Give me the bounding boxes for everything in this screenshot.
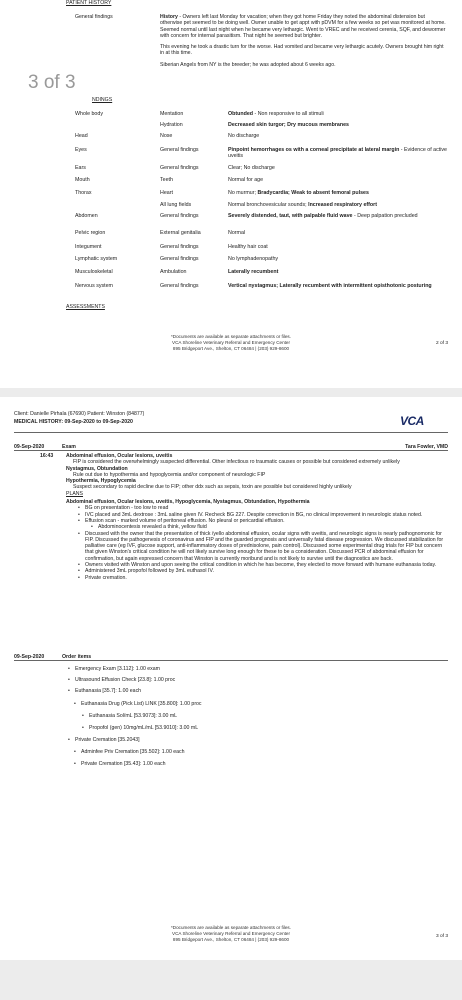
doctor-name: Tara Fowler, VMD: [405, 444, 448, 450]
body-system: Ears: [75, 165, 86, 171]
plan-item: • Discussed with the owner that the presentation of thick /yello abdominal effusion, ocular signs with uveitis, and neurologic signs is nearly pathognomonic for FIP. Discussed the pathogenesis of coronavirus and FIP and the guarded prognosis and universally fatal disease progression. We discussed stabilization for palliative care (eg IVF, glucose support, anti-inflammatory doses of prednisolone, pain control). Discussed some experimental drug trials for FIP but concern that given Winston's critical condition he will not likely survive long enough for these to be a consideration. Discussed PCR of abdominal effusion for confirmation, but again expressed concern that Winston is currently moribund and is not likely to survive until the diagnostics are back.: [78, 531, 448, 562]
finding-detail: No discharge: [228, 133, 260, 139]
plans-heading: PLANS: [66, 490, 84, 497]
exam-subcategory: Teeth: [160, 177, 173, 183]
body-system: Mouth: [75, 177, 90, 183]
plan-item: • Private cremation.: [78, 575, 448, 581]
finding: [228, 213, 450, 219]
diagnosis-2-text: Rule out due to hypothermia and hypoglycemia and/or component of neurologic FIP: [73, 471, 266, 478]
exam-notes: [66, 453, 448, 581]
page-2-footer: [0, 334, 462, 353]
finding-normal: No murmur;: [228, 190, 258, 196]
exam-time: 16:43: [40, 453, 54, 459]
order-item: • Ultrasound Effusion Check [23.8]: 1.00 proc: [68, 677, 175, 683]
exam-label: Exam: [62, 444, 76, 450]
exam-subcategory: General findings: [160, 147, 199, 153]
record-page-2: [0, 0, 462, 388]
order-item: • Euthanasia Drug (Pick List) LINK [35.800]: 1.00 proc: [74, 701, 202, 707]
body-system: Nervous system: [75, 283, 113, 289]
history-body: - Owners left last Monday for vacation; when they got home Friday they noted the abdominal distension but otherwise pet seemed to be doing well. Owner unable to get appt with pDVM for a few weeks so pet was monitored at home. Seemed normal until last night when he became very lethargic. Went to VREC and he received cerenia, SQF, and dewormer with concern for internal parasitism. That night he seemed but brighter.: [160, 14, 446, 39]
medical-history-range: MEDICAL HISTORY: 09-Sep-2020 to 09-Sep-2020: [14, 419, 133, 425]
record-page-3: [0, 397, 462, 960]
order-items-heading: Order items: [62, 654, 92, 660]
footer-note: *Documents are available as separate attachments or files.: [170, 925, 291, 930]
finding-detail: - Deep palpation precluded: [352, 213, 418, 219]
finding-abnormal: Laterally recumbent: [228, 269, 279, 275]
exam-subcategory: Hydration: [160, 122, 183, 128]
finding: [228, 165, 450, 171]
exam-subcategory: Nose: [160, 133, 173, 139]
finding-detail: - Evidence of active uveitis: [228, 147, 448, 160]
finding: [228, 177, 450, 183]
history-paragraph-3: Siberian Angels from NY is the breeder; he was adopted about 6 weeks ago.: [160, 61, 336, 68]
footer-clinic: VCA Shoreline Veterinary Referral and Emergency Center: [172, 931, 290, 937]
history-label: History: [160, 14, 178, 20]
finding-abnormal: Pinpoint hemorrhages os with a corneal precipitate at lateral margin: [228, 147, 400, 153]
footer-address: 895 Bridgeport Ave., Shelton, CT 06484 | (203) 929-8600: [172, 346, 290, 352]
plan-item: • IVC placed and 3mL dextrose : 3mL saline given IV. Recheck BG 227. Despite correction in BG, no clinical improvement in neurologic status noted.: [78, 512, 448, 518]
body-system: Lymphatic system: [75, 256, 118, 262]
plan-item: • Administered 3mL propofol followed by 3mL euthasol IV.: [78, 568, 448, 574]
exam-subcategory: External genitalia: [160, 230, 201, 236]
finding: [228, 283, 450, 289]
body-system: Pelvic region: [75, 230, 106, 236]
finding: [228, 269, 450, 275]
exam-subcategory: Heart: [160, 190, 173, 196]
finding: [228, 244, 450, 250]
finding-abnormal: Bradycardia; Weak to absent femoral pulses: [257, 190, 369, 196]
diagnosis-3-title: Hypothermia, Hypoglycemia: [66, 478, 136, 485]
order-item: • Emergency Exam [3.112]: 1.00 exam: [68, 666, 160, 672]
page-number: 2 of 3: [435, 341, 448, 346]
order-item: • Private Cremation [35.2043]: [68, 737, 140, 743]
finding-detail: Healthy hair coat: [228, 244, 268, 250]
exam-subcategory: General findings: [160, 256, 199, 262]
plan-subitem: • Abdominocentesis revealed a think, yellow fluid: [78, 524, 448, 530]
finding-abnormal: Increased respiratory effort: [308, 202, 377, 208]
body-system: Whole body: [75, 111, 103, 117]
finding: [228, 256, 450, 262]
page-3-footer: [0, 925, 462, 944]
finding: [228, 122, 450, 128]
finding: [228, 133, 450, 139]
diagnosis-1-text: FIP is considered the overwhelmingly suspected differential. Other infectious ro traumatic causes or possible but considered extremely unlikely: [73, 459, 400, 466]
body-system: Thorax: [75, 190, 92, 196]
finding: [228, 230, 450, 236]
general-findings-label: General findings: [75, 14, 113, 20]
page-indicator-badge: 3 of 3: [28, 72, 76, 93]
finding-abnormal: Vertical nystagmus; Laterally recumbent with intermittent opisthotonic posturing: [228, 283, 432, 289]
footer-address: 895 Bridgeport Ave., Shelton, CT 06484 | (203) 929-8600: [172, 937, 290, 943]
body-system: Eyes: [75, 147, 87, 153]
exam-subcategory: General findings: [160, 165, 199, 171]
findings-heading: NDINGS: [92, 97, 113, 103]
finding-abnormal: Obtunded: [228, 111, 254, 117]
exam-subcategory: All lung fields: [160, 202, 192, 208]
exam-date: 09-Sep-2020: [14, 444, 45, 450]
body-system: Abdomen: [75, 213, 98, 219]
plan-item: • BG on presentation - too low to read: [78, 505, 448, 511]
finding: [228, 111, 450, 117]
body-system: Head: [75, 133, 88, 139]
patient-history-heading: PATIENT HISTORY: [66, 0, 112, 6]
plan-item: • Owners visited with Winston and upon seeing the critical condition in which he has become, they elected to move forward with humane euthanasia today.: [78, 562, 448, 568]
plans-title: Abdominal effusion, Ocular lesions, uveitis, Hypoglycemia, Nystagmus, Obtundation, Hypothermia: [66, 499, 310, 506]
finding: [228, 202, 450, 208]
finding-detail: No lymphadenopathy: [228, 256, 279, 262]
diagnosis-1-title: Abdominal effusion, Ocular lesions, uveitis: [66, 453, 173, 459]
header-divider: [14, 432, 448, 433]
finding-detail: Normal for age: [228, 177, 264, 183]
order-item: • Euthanasia [35.7]: 1.00 each: [68, 688, 141, 694]
exam-subcategory: Ambulation: [160, 269, 187, 275]
exam-subcategory: General findings: [160, 244, 199, 250]
client-patient-line: Client: Danielle Pirhala (67690) Patient: Winston (84877): [14, 411, 145, 417]
body-system: Musculoskeletal: [75, 269, 113, 275]
page-number: 3 of 3: [435, 934, 448, 939]
finding: [228, 190, 450, 196]
order-item: • Propofol (gen) 10mg/mL/mL [53.9010]: 3.00 mL: [82, 725, 198, 731]
order-divider: [14, 660, 448, 661]
order-item: • Private Cremation [35.43]: 1.00 each: [74, 761, 166, 767]
finding-abnormal: Severely distended, taut, with palpable fluid wave: [228, 213, 353, 219]
vca-logo: VCA: [400, 414, 424, 428]
diagnosis-3-text: Suspect secondary to rapid decline due to FIP; other ddx such as sepsis, toxin are possible but considered highly unlikely: [73, 484, 352, 491]
exam-subcategory: General findings: [160, 213, 199, 219]
exam-subcategory: Mentation: [160, 111, 184, 117]
finding-normal: Normal bronchovesicular sounds;: [228, 202, 309, 208]
plan-list: [66, 505, 448, 581]
finding-abnormal: Decreased skin turgor; Dry mucous membranes: [228, 122, 349, 128]
order-item: • Adminfee Priv Cremation [35.502]: 1.00 each: [74, 749, 185, 755]
footer-note: *Documents are available as separate attachments or files.: [170, 334, 291, 339]
finding-detail: - Non responsive to all stimuli: [253, 111, 324, 117]
plan-item: • Effusion scan - marked volume of peritoneal effusion. No pleural or pericardial effusion.: [78, 518, 448, 524]
finding-detail: Clear; No discharge: [228, 165, 275, 171]
order-item: • Euthanasia Sol/mL [53.9073]: 3.00 mL: [82, 713, 177, 719]
assessments-heading: ASSESSMENTS: [66, 304, 105, 310]
footer-clinic: VCA Shoreline Veterinary Referral and Emergency Center: [172, 340, 290, 346]
order-date: 09-Sep-2020: [14, 654, 45, 660]
history-text: [160, 14, 448, 68]
diagnosis-2-title: Nystagmus, Obtundation: [66, 465, 128, 472]
finding-detail: Normal: [228, 230, 246, 236]
exam-divider: [14, 450, 448, 451]
exam-subcategory: General findings: [160, 283, 199, 289]
history-paragraph-2: This evening he took a drastic turn for the worse. Had vomited and became very lethargic acutely. Owners brought him right in at this time.: [160, 44, 444, 57]
body-system: Integument: [75, 244, 102, 250]
finding: [228, 147, 450, 160]
